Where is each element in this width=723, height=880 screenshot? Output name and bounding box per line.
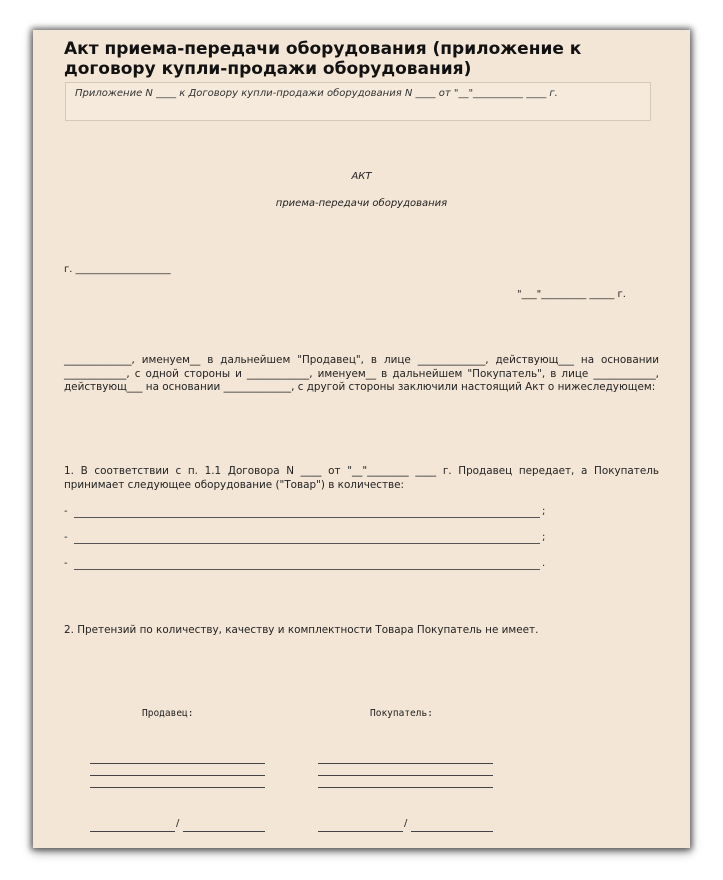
intro-paragraph: _____________, именуем__ в дальнейшем "Продавец", в лице _____________, действующ___ на основании ____________, с одной стороны и ____________, именуем__ в дальнейшем "Покупатель", в лице ____________, действующ___ на основании _____________, с другой стороны заключили настоящий Акт о нижеследующем: [64,354,659,393]
buyer-label: Покупатель: [370,708,433,719]
item-end-mark: ; [542,532,546,543]
item-end-mark: . [542,558,546,569]
page-title: Акт приема-передачи оборудования (приложение к договору купли-продажи оборудования) [64,39,582,79]
buyer-sign-line [318,831,403,832]
city-field: г. ___________________ [64,264,171,275]
seller-sign-slash: / [176,818,180,829]
item-bullet: - [64,532,68,543]
item-blank-rule [74,569,540,570]
seller-label: Продавец: [142,708,194,719]
item-end-mark: ; [542,506,546,517]
seller-signature-line [90,763,265,764]
buyer-signature-line [318,775,493,776]
appendix-header-box [65,82,651,121]
act-title: АКТ [351,171,372,182]
item-bullet: - [64,558,68,569]
item-line-1 [64,506,546,519]
seller-name-line [183,831,265,832]
item-line-2 [64,532,546,545]
buyer-signature-line [318,787,493,788]
item-blank-rule [74,543,540,544]
clause-2: 2. Претензий по количеству, качеству и комплектности Товара Покупатель не имеет. [64,624,539,636]
appendix-header-text: Приложение N ____ к Договору купли-продажи оборудования N ____ от "__"__________ ____ г. [75,88,558,99]
seller-signature-line [90,775,265,776]
seller-signature-line [90,787,265,788]
buyer-name-line [411,831,493,832]
buyer-signature-line [318,763,493,764]
document-page [33,30,690,848]
clause-1: 1. В соответствии с п. 1.1 Договора N ____ от "__"________ ____ г. Продавец передает, а Покупатель принимает следующее оборудование ("Товар") в количестве: [64,465,659,491]
buyer-sign-slash: / [404,818,408,829]
item-blank-rule [74,517,540,518]
seller-sign-line [90,831,175,832]
act-subtitle: приема-передачи оборудования [275,198,448,209]
item-line-3 [64,558,546,571]
item-bullet: - [64,506,68,517]
date-field: "___"_________ _____ г. [517,289,626,300]
